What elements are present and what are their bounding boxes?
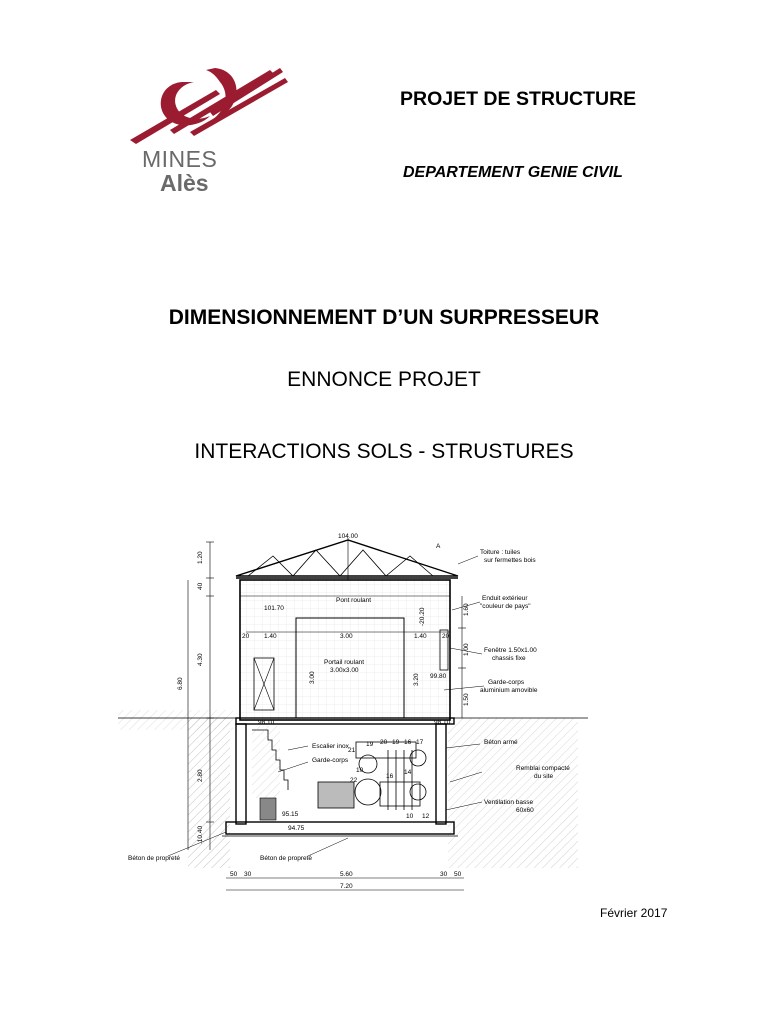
item-number: 19	[366, 741, 374, 748]
level-label: 94.75	[288, 825, 305, 832]
dim-label: 1.00	[463, 643, 470, 656]
level-label: 99.80	[430, 673, 447, 680]
logo-text: MINES	[142, 146, 218, 172]
document-subtitle: ENNONCE PROJET	[287, 368, 481, 391]
dim-label: 3.20	[413, 673, 420, 686]
dim-label: 50	[230, 871, 238, 878]
item-number: 12	[422, 813, 430, 820]
item-number: 22	[350, 777, 358, 784]
label-beton-proprete-l: Béton de propreté	[128, 855, 181, 862]
callout-enduit-2: "couleur de pays"	[480, 603, 531, 610]
dim-label: 3.00	[340, 633, 353, 640]
dim-label: 20	[442, 633, 450, 640]
dim-label: 30	[440, 871, 448, 878]
document-subtitle-2: INTERACTIONS SOLS - STRUSTURES	[194, 440, 574, 463]
logo-emblem-icon	[120, 60, 300, 155]
document-date: Février 2017	[600, 906, 668, 920]
callout-remblai-2: du site	[534, 773, 554, 780]
callout-ventilation: Ventilation basse	[484, 799, 534, 806]
label-portail: Portail roulant	[324, 659, 365, 666]
level-label: 95.15	[282, 811, 299, 818]
dim-label: 1.50	[463, 693, 470, 706]
department: DEPARTEMENT GENIE CIVIL	[403, 164, 623, 181]
callout-fenetre: Fenêtre 1.50x1.00	[484, 647, 537, 654]
callout-remblai: Remblai compacté	[516, 765, 570, 772]
dim-label: 3.00	[309, 671, 316, 684]
callout-enduit: Enduit extérieur	[482, 595, 528, 602]
callout-beton-arme: Béton armé	[484, 739, 518, 746]
item-number: 21	[348, 747, 356, 754]
callout-fenetre-2: chassis fixe	[492, 655, 526, 662]
dim-label: 4.30	[197, 653, 204, 666]
dim-label: 2.80	[197, 769, 204, 782]
document-title: DIMENSIONNEMENT D’UN SURPRESSEUR	[168, 306, 600, 329]
item-number: 16	[386, 773, 394, 780]
section-drawing	[118, 520, 588, 900]
item-number: 19	[392, 739, 400, 746]
item-number: 16	[404, 739, 412, 746]
section-mark: A	[436, 543, 441, 550]
level-label: 101.70	[264, 605, 284, 612]
dim-label: 20	[242, 633, 250, 640]
dim-label: 1.60	[463, 603, 470, 616]
callout-toiture-2: sur fermettes bois	[484, 557, 536, 564]
project-type: PROJET DE STRUCTURE	[400, 88, 637, 110]
callout-garde-corps-2: aluminium amovible	[480, 687, 538, 694]
level-label: 98.10	[434, 719, 451, 726]
item-number: 20	[380, 739, 388, 746]
label-portail-2: 3.00x3.00	[330, 667, 359, 674]
dim-label: 40	[197, 582, 204, 590]
dim-label: 1.20	[197, 551, 204, 564]
cross-section-svg	[118, 520, 588, 900]
dim-label: 7.20	[340, 883, 353, 890]
mines-ales-logo	[120, 60, 300, 200]
dim-label: 1.40	[414, 633, 427, 640]
label-beton-proprete-b: Béton de propreté	[260, 855, 313, 862]
dim-label: 5.60	[340, 871, 353, 878]
item-number: 14	[404, 769, 412, 776]
callout-ventilation-2: 60x60	[516, 807, 534, 814]
logo-subtext: Alès	[160, 170, 209, 196]
dim-label: 6.80	[177, 677, 184, 690]
label-escalier: Escalier inox	[312, 743, 349, 750]
callout-toiture: Toiture : tuiles	[480, 549, 521, 556]
item-number: 10	[356, 767, 364, 774]
level-label: 98.10	[258, 719, 275, 726]
dim-label: 1.40	[264, 633, 277, 640]
label-pont: Pont roulant	[336, 597, 372, 604]
dim-label: 30	[244, 871, 252, 878]
item-number: 17	[416, 739, 424, 746]
top-elevation-label: 104.00	[338, 533, 358, 540]
callout-garde-corps: Garde-corps	[488, 679, 525, 686]
level-label: -20.20	[419, 607, 426, 626]
label-garde-corps-l: Garde-corps	[312, 757, 349, 764]
dim-label: .10.40	[197, 825, 204, 844]
dim-label: 50	[454, 871, 462, 878]
item-number: 10	[406, 813, 414, 820]
